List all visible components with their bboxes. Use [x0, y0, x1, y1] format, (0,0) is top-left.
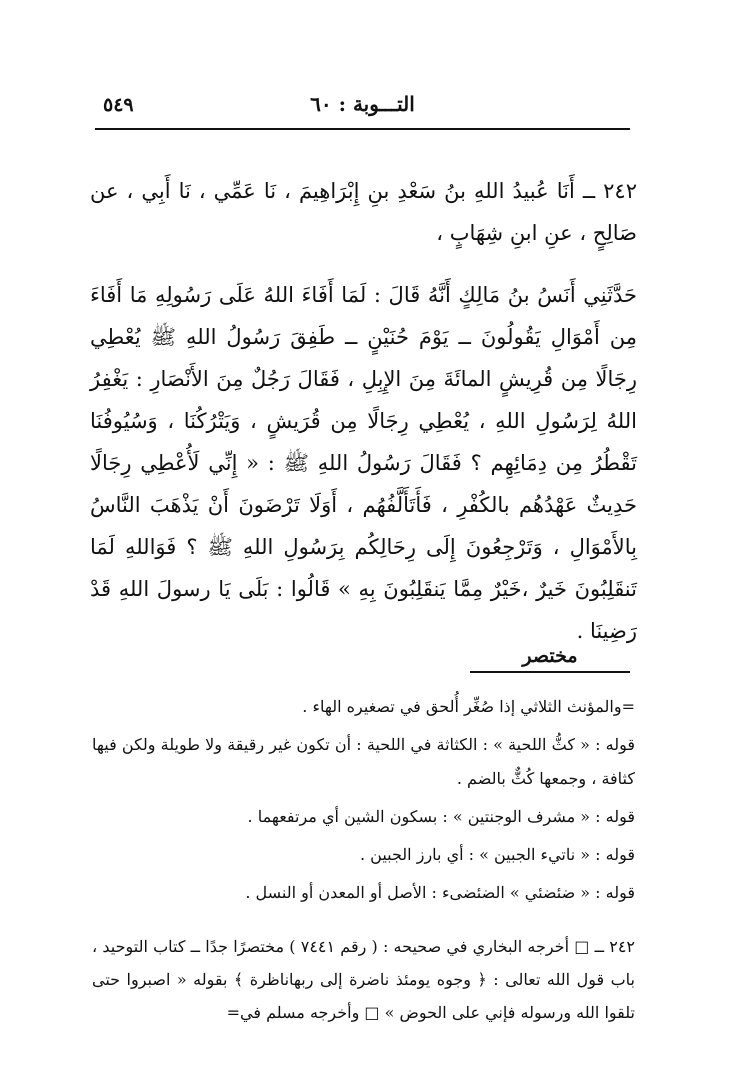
mukhtasar-heading: مختصر — [470, 645, 630, 673]
hadith-text — [90, 170, 637, 652]
note-line: قوله : « مشرف الوجنتين » : بسكون الشين أي مرتفعهما . — [247, 807, 635, 826]
page-number: ٥٤٩ — [103, 94, 134, 116]
hadith-isnad: ٢٤٢ ــ أَنَا عُبيدُ اللهِ بنُ سَعْدِ بنِ إِبْرَاهِيمَ ، نَا عَمِّي ، نَا أَبِي ، عن صَالِحٍ ، عنِ ابنِ شِهَابٍ ، — [90, 179, 637, 245]
note-line: قوله : « ناتيء الجبين » : أي بارز الجبين . — [359, 845, 635, 864]
note-line: قوله : « ضئضئي » الضئضىء : الأصل أو المعدن أو النسل . — [245, 883, 635, 902]
footnotes — [92, 690, 635, 910]
note-line: =والمؤنث الثلاثي إذا صُغِّر أُلحق في تصغيره الهاء . — [302, 697, 635, 716]
surah-verse-title: التـــوبة : ٦٠ — [310, 92, 415, 116]
takhrij-section — [92, 930, 635, 1029]
takhrij-text: ٢٤٢ ــ □ أخرجه البخاري في صحيحه : ( رقم ٧٤٤١ ) مختصرًا جدًا ــ كتاب التوحيد ، باب قول الله تعالى : ﴿ وجوه يومئذ ناضرة إلى ربهاناظرة ﴾ بقوله « اصبروا حتى تلقوا الله ورسوله فإني على الحوض » □ وأخرجه مسلم في= — [92, 937, 636, 1022]
hadith-matn: حَدَّثَنِي أَنَسُ بنُ مَالِكٍ أَنَّهُ قَالَ : لَمَا أَفَاءَ اللهُ عَلَى رَسُولِهِ مَا أَفَاءَ مِن أَمْوَالِ يَقُولُونَ ــ يَوْمَ حُنَيْنٍ ــ طَفِقَ رَسُولُ اللهِ ﷺ يُعْطِي رِجَالًا مِن قُرِيشٍ المائَةَ مِنَ الإِبِلِ ، فَقَالَ رَجُلٌ مِنَ الأَنْصَارِ : يَغْفِرُ اللهُ لِرَسُولِ اللهِ ، يُعْطِي رِجَالًا مِن قُرَيشٍ ، وَيَتْرُكُنَا ، وَسُيُوفُنَا تَقْطُرُ مِن دِمَائِهِم ؟ فَقَالَ رَسُولُ اللهِ ﷺ : « إِنِّي لَأُعْطِي رِجَالًا حَدِيثٌ عَهْدُهُم بالكُفْرِ ، فَأَتَأَلَّفُهُم ، أَوَلَا تَرْضَونَ أَنْ يَذْهَبَ النَّاسُ بِالأَمْوَالِ ، وَتَرْجِعُونَ إِلَى رِحَالِكُم بِرَسُولِ اللهِ ﷺ ؟ فَوَاللهِ لَمَا تَنقَلِبُونَ خَيرٌ ،خَيْرٌ مِمَّا يَنقَلِبُونَ بِهِ » قَالُوا : بَلَى يَا رسولَ اللهِ قَدْ رَضِينَا . — [90, 283, 637, 643]
page-header — [95, 88, 630, 130]
note-line: قوله : « كثُّ اللحية » : الكثاثة في اللحية : أن تكون غير رقيقة ولا طويلة ولكن فيها كثافة ، وجمعها كُثٌّ بالضم . — [92, 735, 635, 788]
